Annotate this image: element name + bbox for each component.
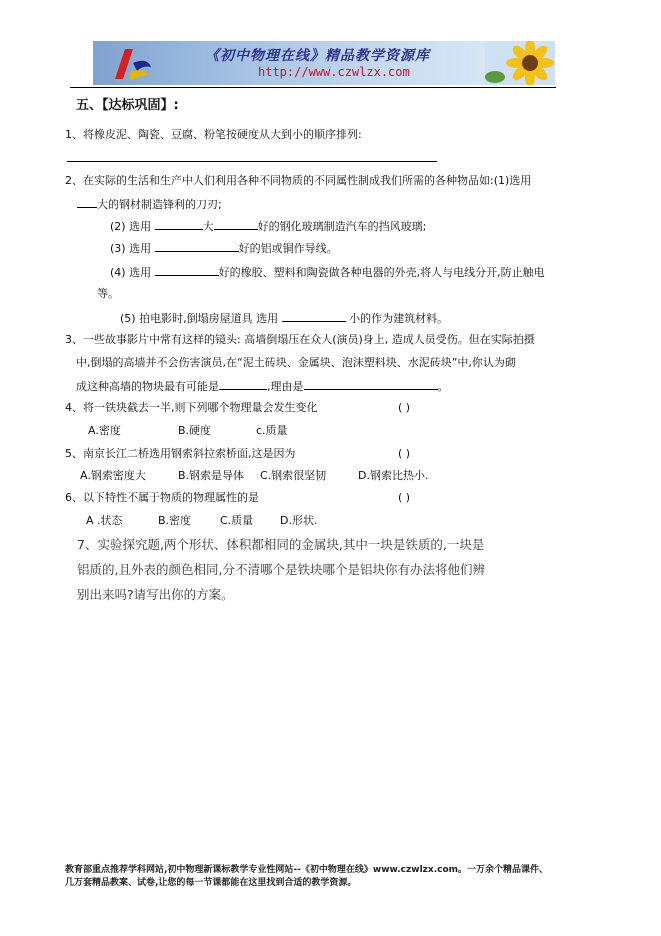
- banner-title: 《初中物理在线》精品教学资源库: [205, 48, 430, 64]
- question-7-line-2: 铝质的,且外表的颜色相同,分不清哪个是铁块哪个是铝块你有办法将他们辨: [77, 562, 485, 577]
- question-2-part-4: [110, 264, 545, 280]
- question-2-part-4-cont: 等。: [97, 287, 119, 300]
- blank-2-2b[interactable]: [214, 218, 258, 230]
- question-6-answer-paren[interactable]: ( ): [398, 491, 411, 504]
- question-6-stem: 6、以下特性不属于物质的物理属性的是: [65, 491, 259, 504]
- question-1: 1、将橡皮泥、陶瓷、豆腐、粉笔按硬度从大到小的顺序排列:: [65, 128, 362, 141]
- logo-icon: [107, 45, 157, 83]
- q3-line3-c: 。: [437, 380, 449, 393]
- q2-p4-post: 好的橡胶、塑料和陶瓷做各种电器的外壳,将人与电线分开,防止触电: [218, 266, 545, 279]
- question-2-part-1: [77, 196, 222, 212]
- question-5-option-a: A.钢索密度大: [80, 469, 146, 482]
- blank-2-5[interactable]: [282, 310, 346, 322]
- question-5-option-d: D.钢索比热小.: [358, 469, 429, 482]
- question-5-option-b: B.钢索是导体: [178, 469, 245, 482]
- question-5-option-c: C.钢索很坚韧: [260, 469, 327, 482]
- sunflower-image: [485, 41, 555, 85]
- blank-2-3[interactable]: [155, 240, 239, 252]
- q2-p5-pre: (5) 拍电影时,倒塌房屋道具 选用: [120, 312, 279, 325]
- question-3-line-1: 3、一些故事影片中常有这样的镜头: 高墙倒塌压在众人(演员)身上, 造成人员受伤。但在实际拍摄: [65, 333, 535, 346]
- footer-line-2: 几万套精品教案、试卷,让您的每一节课都能在这里找到合适的教学资源。: [65, 878, 357, 888]
- question-2-part-2: [110, 218, 426, 234]
- q2-p2-post: 好的钢化玻璃制造汽车的挡风玻璃;: [257, 220, 427, 233]
- section-heading: 五、【达标巩固】:: [76, 98, 179, 113]
- question-2-intro: 2、在实际的生活和生产中人们利用各种不同物质的不同属性制成我们所需的各种物品如:(1)选用: [65, 174, 532, 187]
- question-6-option-b: B.密度: [158, 514, 192, 527]
- q2-p4-pre: (4) 选用: [110, 266, 152, 279]
- blank-3-1[interactable]: [219, 378, 267, 390]
- blank-2-2a[interactable]: [155, 218, 203, 230]
- q3-line3-a: 成这种高墙的物块最有可能是: [76, 380, 219, 393]
- question-5-answer-paren[interactable]: ( ): [398, 447, 411, 460]
- question-6-option-c: C.质量: [220, 514, 254, 527]
- question-4-option-b: B.硬度: [178, 424, 212, 437]
- banner-url: http://www.czwlzx.com: [258, 65, 410, 79]
- footer-line-1: 教育部重点推荐学科网站,初中物理新课标教学专业性网站--《初中物理在线》www.czwlzx.com。一万余个精品课件、: [65, 865, 549, 875]
- question-4-answer-paren[interactable]: ( ): [398, 401, 411, 414]
- question-4-option-a: A.密度: [88, 424, 121, 437]
- blank-3-2[interactable]: [304, 378, 438, 390]
- q2-p3-pre: (3) 选用: [110, 242, 152, 255]
- header-banner: [93, 41, 555, 85]
- question-6-option-a: A .状态: [86, 514, 123, 527]
- question-7-line-1: 7、实验探究题,两个形状、体积都相同的金属块,其中一块是铁质的,一块是: [77, 537, 485, 552]
- question-2-part-3: [110, 240, 338, 256]
- header-rule: [70, 87, 556, 88]
- q2-p2-mid: 大: [202, 220, 214, 233]
- q2-p5-post: 小的作为建筑材料。: [349, 312, 449, 325]
- q2-p2-pre: (2) 选用: [110, 220, 152, 233]
- question-7-line-3: 别出来吗?请写出你的方案。: [77, 587, 234, 602]
- question-4-stem: 4、将一铁块截去一半,则下列哪个物理量会发生变化: [65, 401, 318, 414]
- question-4-option-c: c.质量: [256, 424, 288, 437]
- question-3-line-3: [76, 378, 449, 394]
- question-6-option-d: D.形状.: [280, 514, 318, 527]
- question-5-stem: 5、南京长江二桥选用钢索斜拉索桥面,这是因为: [65, 447, 296, 460]
- answer-line-1: [67, 161, 437, 162]
- q2-p3-post: 好的铝或铜作导线。: [238, 242, 338, 255]
- question-3-line-2: 中,倒塌的高墙并不会伤害演员,在“泥土砖块、金属块、泡沫塑料块、水泥砖块”中,你认为砌: [76, 356, 516, 369]
- q3-line3-b: ,理由是: [267, 380, 304, 393]
- blank-2-1[interactable]: [77, 196, 97, 208]
- blank-2-4[interactable]: [155, 264, 219, 276]
- q2-p1-text: 大的钢材制造锋利的刀刃;: [97, 198, 222, 211]
- question-2-part-5: [120, 310, 448, 326]
